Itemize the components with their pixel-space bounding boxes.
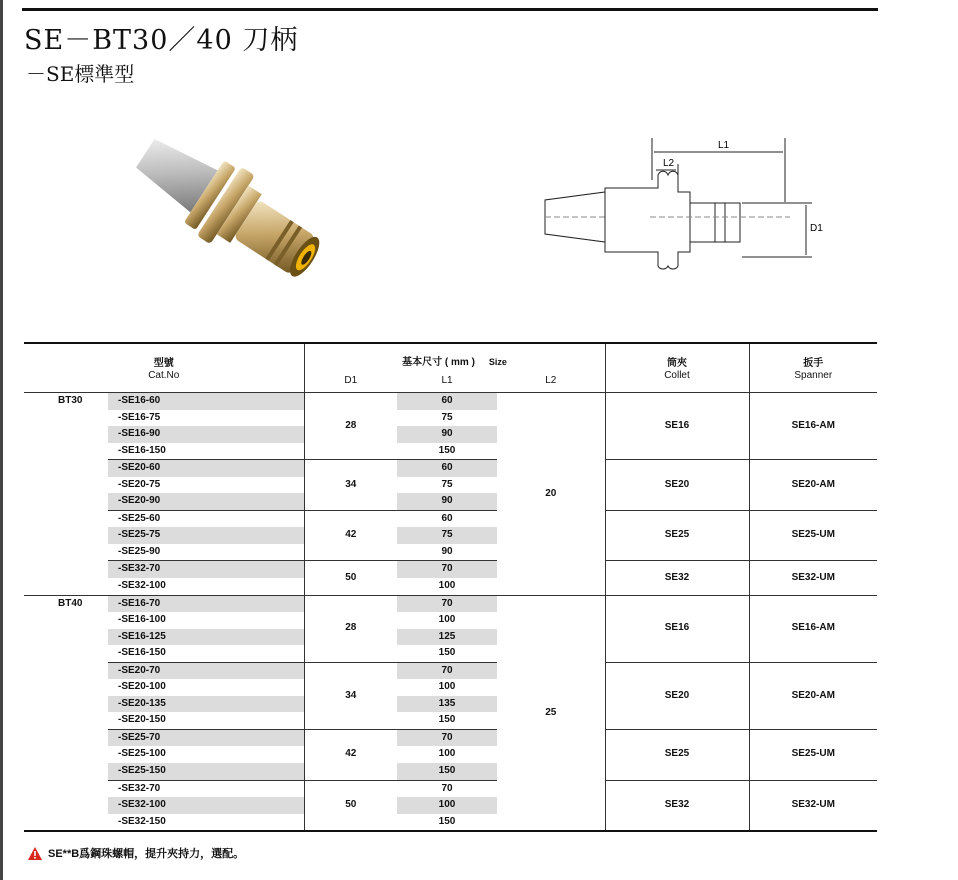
cat-no-cell: -SE32-100 bbox=[118, 580, 166, 592]
warning-icon bbox=[28, 847, 42, 860]
d1-cell: 34 bbox=[304, 460, 397, 511]
left-edge-bar bbox=[0, 0, 3, 880]
l1-cell: 150 bbox=[397, 763, 497, 780]
d1-cell: 28 bbox=[304, 393, 397, 460]
l1-cell: 75 bbox=[441, 478, 453, 490]
spanner-cell: SE20-AM bbox=[749, 460, 877, 511]
header-size bbox=[304, 343, 605, 369]
cat-no-cell: -SE25-75 bbox=[108, 527, 304, 544]
l1-cell: 90 bbox=[441, 545, 453, 557]
l1-cell: 100 bbox=[397, 797, 497, 814]
table-row bbox=[24, 729, 877, 746]
l1-cell: 100 bbox=[438, 748, 456, 760]
table-row bbox=[24, 780, 877, 797]
cat-no-cell: -SE16-90 bbox=[108, 426, 304, 443]
cat-no-cell: -SE20-150 bbox=[118, 714, 166, 726]
d1-cell: 50 bbox=[304, 780, 397, 831]
dim-d1-label: D1 bbox=[810, 223, 823, 234]
table-row bbox=[24, 460, 877, 477]
spanner-cell: SE16-AM bbox=[749, 595, 877, 662]
d1-cell: 50 bbox=[304, 561, 397, 595]
table-row bbox=[24, 561, 877, 578]
d1-cell: 28 bbox=[304, 595, 397, 662]
cat-no-cell: -SE16-150 bbox=[118, 444, 166, 456]
footnote bbox=[28, 845, 244, 861]
table-row bbox=[24, 510, 877, 527]
l1-cell: 70 bbox=[441, 782, 453, 794]
dim-l1-label: L1 bbox=[718, 140, 730, 151]
l1-cell: 70 bbox=[397, 662, 497, 679]
l1-cell: 100 bbox=[438, 681, 456, 693]
l1-cell: 150 bbox=[438, 647, 456, 659]
dimension-drawing bbox=[530, 130, 840, 290]
section-label: BT30 bbox=[58, 395, 83, 406]
cat-no-cell: -SE25-70 bbox=[108, 729, 304, 746]
cat-no-cell: -SE20-60 bbox=[108, 460, 304, 477]
collet-cell: SE25 bbox=[605, 729, 749, 780]
l1-cell: 90 bbox=[397, 493, 497, 510]
header-d1: D1 bbox=[304, 369, 397, 393]
spanner-cell: SE20-AM bbox=[749, 662, 877, 729]
l1-cell: 70 bbox=[397, 561, 497, 578]
cat-no-cell: -SE25-60 bbox=[118, 512, 161, 524]
cat-no-cell: -SE32-150 bbox=[118, 815, 166, 827]
tool-holder-photo bbox=[100, 110, 350, 300]
cat-no-cell: -SE25-100 bbox=[118, 748, 166, 760]
l1-cell: 100 bbox=[438, 580, 456, 592]
header-l2: L2 bbox=[545, 375, 557, 386]
table-row bbox=[24, 595, 877, 612]
header-collet-en: Collet bbox=[605, 369, 749, 393]
header-spanner-cn: 扳手 bbox=[749, 343, 877, 369]
cat-no-cell: -SE32-100 bbox=[108, 797, 304, 814]
cat-no-cell: -SE32-70 bbox=[108, 561, 304, 578]
dim-l2-label: L2 bbox=[663, 158, 675, 169]
page-subtitle: －SE標準型 bbox=[26, 62, 135, 86]
l1-cell: 60 bbox=[441, 512, 453, 524]
cat-no-cell: -SE16-70 bbox=[108, 595, 304, 612]
l1-cell: 75 bbox=[397, 527, 497, 544]
spanner-cell: SE16-AM bbox=[749, 393, 877, 460]
header-rule bbox=[22, 8, 878, 11]
d1-cell: 42 bbox=[304, 510, 397, 561]
spanner-cell: SE25-UM bbox=[749, 510, 877, 561]
cat-no-cell: -SE20-90 bbox=[108, 493, 304, 510]
collet-cell: SE20 bbox=[605, 662, 749, 729]
l1-cell: 75 bbox=[441, 411, 453, 423]
header-collet-cn: 筒夾 bbox=[605, 343, 749, 369]
spanner-cell: SE25-UM bbox=[749, 729, 877, 780]
l1-cell: 150 bbox=[438, 444, 456, 456]
cat-no-cell: -SE16-60 bbox=[108, 393, 304, 410]
section-label: BT40 bbox=[58, 597, 83, 609]
collet-cell: SE32 bbox=[605, 780, 749, 831]
l1-cell: 100 bbox=[438, 614, 456, 626]
collet-cell: SE25 bbox=[605, 510, 749, 561]
l1-cell: 60 bbox=[397, 460, 497, 477]
header-spanner-en: Spanner bbox=[749, 369, 877, 393]
cat-no-cell: -SE16-150 bbox=[118, 647, 166, 659]
table-row bbox=[24, 393, 877, 410]
l1-cell: 90 bbox=[397, 426, 497, 443]
l1-cell: 150 bbox=[438, 815, 456, 827]
cat-no-cell: -SE20-70 bbox=[108, 662, 304, 679]
d1-cell: 42 bbox=[304, 729, 397, 780]
header-l1: L1 bbox=[441, 375, 453, 386]
l1-cell: 135 bbox=[397, 696, 497, 713]
cat-no-cell: -SE20-135 bbox=[108, 696, 304, 713]
l1-cell: 125 bbox=[397, 629, 497, 646]
l1-cell: 70 bbox=[397, 729, 497, 746]
page-title: SE－BT30／40 刀柄 bbox=[24, 25, 299, 56]
cat-no-cell: -SE32-70 bbox=[118, 782, 161, 794]
spec-table bbox=[24, 342, 877, 832]
header-size-en: Size bbox=[488, 357, 507, 367]
cat-no-cell: -SE16-75 bbox=[118, 411, 161, 423]
cat-no-cell: -SE20-100 bbox=[118, 681, 166, 693]
cat-no-cell: -SE16-100 bbox=[118, 614, 166, 626]
header-model-en: Cat.No bbox=[148, 370, 180, 381]
header-size-cn: 基本尺寸 ( mm ) bbox=[402, 357, 475, 368]
collet-cell: SE20 bbox=[605, 460, 749, 511]
collet-cell: SE32 bbox=[605, 561, 749, 595]
cat-no-cell: -SE20-75 bbox=[118, 478, 161, 490]
table-row bbox=[24, 662, 877, 679]
d1-cell: 34 bbox=[304, 662, 397, 729]
collet-cell: SE16 bbox=[605, 393, 749, 460]
cat-no-cell: -SE25-150 bbox=[108, 763, 304, 780]
l2-cell: 25 bbox=[545, 706, 557, 718]
header-model-cn: 型號 bbox=[153, 358, 174, 369]
l1-cell: 60 bbox=[397, 393, 497, 410]
l2-cell: 20 bbox=[545, 487, 557, 499]
spec-table-wrapper bbox=[24, 342, 877, 832]
footnote-text: SE**B爲鋼珠螺帽，提升夾持力，選配。 bbox=[48, 848, 245, 860]
cat-no-cell: -SE25-90 bbox=[118, 545, 161, 557]
spanner-cell: SE32-UM bbox=[749, 561, 877, 595]
l1-cell: 70 bbox=[397, 595, 497, 612]
spanner-cell: SE32-UM bbox=[749, 780, 877, 831]
l1-cell: 150 bbox=[438, 714, 456, 726]
cat-no-cell: -SE16-125 bbox=[108, 629, 304, 646]
collet-cell: SE16 bbox=[605, 595, 749, 662]
